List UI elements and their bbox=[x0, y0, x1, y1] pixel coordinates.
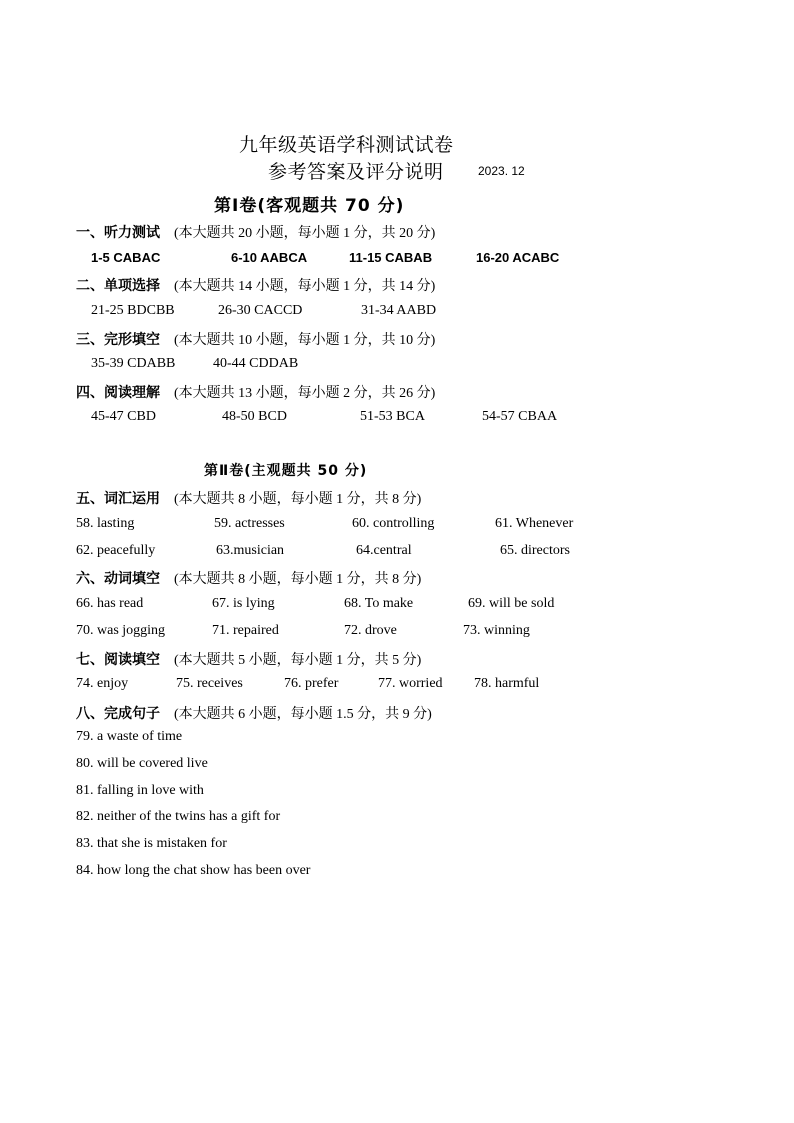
section-heading: 八、完成句子 bbox=[76, 706, 160, 722]
section-desc: (本大题共 8 小题，每小题 1 分，共 8 分) bbox=[174, 572, 422, 587]
answer-line: 82. neither of the twins has a gift for bbox=[76, 809, 281, 824]
answer-line: 84. how long the chat show has been over bbox=[76, 863, 311, 878]
answer-item: 76. prefer bbox=[284, 676, 339, 691]
section-desc: (本大题共 6 小题，每小题 1.5 分，共 9 分) bbox=[174, 707, 432, 722]
section-reading-fill bbox=[76, 649, 421, 669]
answer-line: 83. that she is mistaken for bbox=[76, 836, 227, 851]
answer-item: 67. is lying bbox=[212, 596, 275, 611]
section-desc: (本大题共 8 小题，每小题 1 分，共 8 分) bbox=[174, 492, 422, 507]
answer-item: 16-20 ACABC bbox=[476, 250, 560, 265]
answer-item: 75. receives bbox=[176, 676, 243, 691]
answer-item: 54-57 CBAA bbox=[482, 409, 558, 424]
answer-item: 48-50 BCD bbox=[222, 409, 287, 424]
section-heading: 一、听力测试 bbox=[76, 225, 160, 241]
answer-item: 35-39 CDABB bbox=[91, 356, 176, 371]
section-heading: 三、完形填空 bbox=[76, 332, 160, 348]
answer-line: 80. will be covered live bbox=[76, 756, 208, 771]
section-heading: 四、阅读理解 bbox=[76, 385, 160, 401]
section-cloze bbox=[76, 329, 435, 349]
answer-line: 79. a waste of time bbox=[76, 729, 183, 744]
section-desc: (本大题共 20 小题，每小题 1 分，共 20 分) bbox=[174, 226, 436, 241]
answer-item: 40-44 CDDAB bbox=[213, 356, 299, 371]
answer-item: 63.musician bbox=[216, 543, 285, 558]
section-heading: 五、词汇运用 bbox=[76, 491, 160, 507]
section-desc: (本大题共 5 小题，每小题 1 分，共 5 分) bbox=[174, 653, 422, 668]
answer-item: 72. drove bbox=[344, 623, 397, 638]
section-heading: 六、动词填空 bbox=[76, 571, 160, 587]
section-reading bbox=[76, 382, 435, 402]
section-heading: 七、阅读填空 bbox=[76, 652, 160, 668]
answer-item: 11-15 CABAB bbox=[349, 250, 433, 265]
section-heading: 二、单项选择 bbox=[76, 278, 160, 294]
answer-item: 1-5 CABAC bbox=[91, 250, 161, 265]
section-listening bbox=[76, 222, 435, 242]
answer-item: 77. worried bbox=[378, 676, 443, 691]
document-subtitle: 参考答案及评分说明 bbox=[268, 162, 444, 183]
section-vocabulary bbox=[76, 488, 421, 508]
section-sentence-completion bbox=[76, 703, 432, 723]
answer-item: 21-25 BDCBB bbox=[91, 303, 175, 318]
answer-item: 73. winning bbox=[463, 623, 530, 638]
answer-item: 78. harmful bbox=[474, 676, 540, 691]
answer-item: 58. lasting bbox=[76, 516, 135, 531]
section-verb-fill bbox=[76, 568, 421, 588]
answer-item: 66. has read bbox=[76, 596, 144, 611]
answer-item: 51-53 BCA bbox=[360, 409, 425, 424]
answer-item: 70. was jogging bbox=[76, 623, 166, 638]
section-single-choice bbox=[76, 275, 435, 295]
answer-item: 60. controlling bbox=[352, 516, 435, 531]
part1-title: 第Ⅰ卷(客观题共 70 分) bbox=[214, 196, 405, 216]
answer-item: 65. directors bbox=[500, 543, 570, 558]
answer-line: 81. falling in love with bbox=[76, 783, 204, 798]
answer-item: 45-47 CBD bbox=[91, 409, 156, 424]
answer-item: 61. Whenever bbox=[495, 516, 574, 531]
document-title: 九年级英语学科测试试卷 bbox=[239, 135, 454, 156]
answer-item: 59. actresses bbox=[214, 516, 285, 531]
section-desc: (本大题共 13 小题，每小题 2 分，共 26 分) bbox=[174, 386, 436, 401]
answer-item: 69. will be sold bbox=[468, 596, 555, 611]
answer-item: 31-34 AABD bbox=[361, 303, 437, 318]
answer-item: 62. peacefully bbox=[76, 543, 156, 558]
answer-item: 68. To make bbox=[344, 596, 414, 611]
part2-title: 第Ⅱ卷(主观题共 50 分) bbox=[204, 463, 368, 479]
answer-item: 74. enjoy bbox=[76, 676, 129, 691]
answer-item: 26-30 CACCD bbox=[218, 303, 303, 318]
section-desc: (本大题共 14 小题，每小题 1 分，共 14 分) bbox=[174, 279, 436, 294]
answer-item: 6-10 AABCA bbox=[231, 250, 308, 265]
document-date: 2023. 12 bbox=[478, 164, 525, 178]
answer-item: 71. repaired bbox=[212, 623, 279, 638]
section-desc: (本大题共 10 小题，每小题 1 分，共 10 分) bbox=[174, 333, 436, 348]
answer-item: 64.central bbox=[356, 543, 412, 558]
